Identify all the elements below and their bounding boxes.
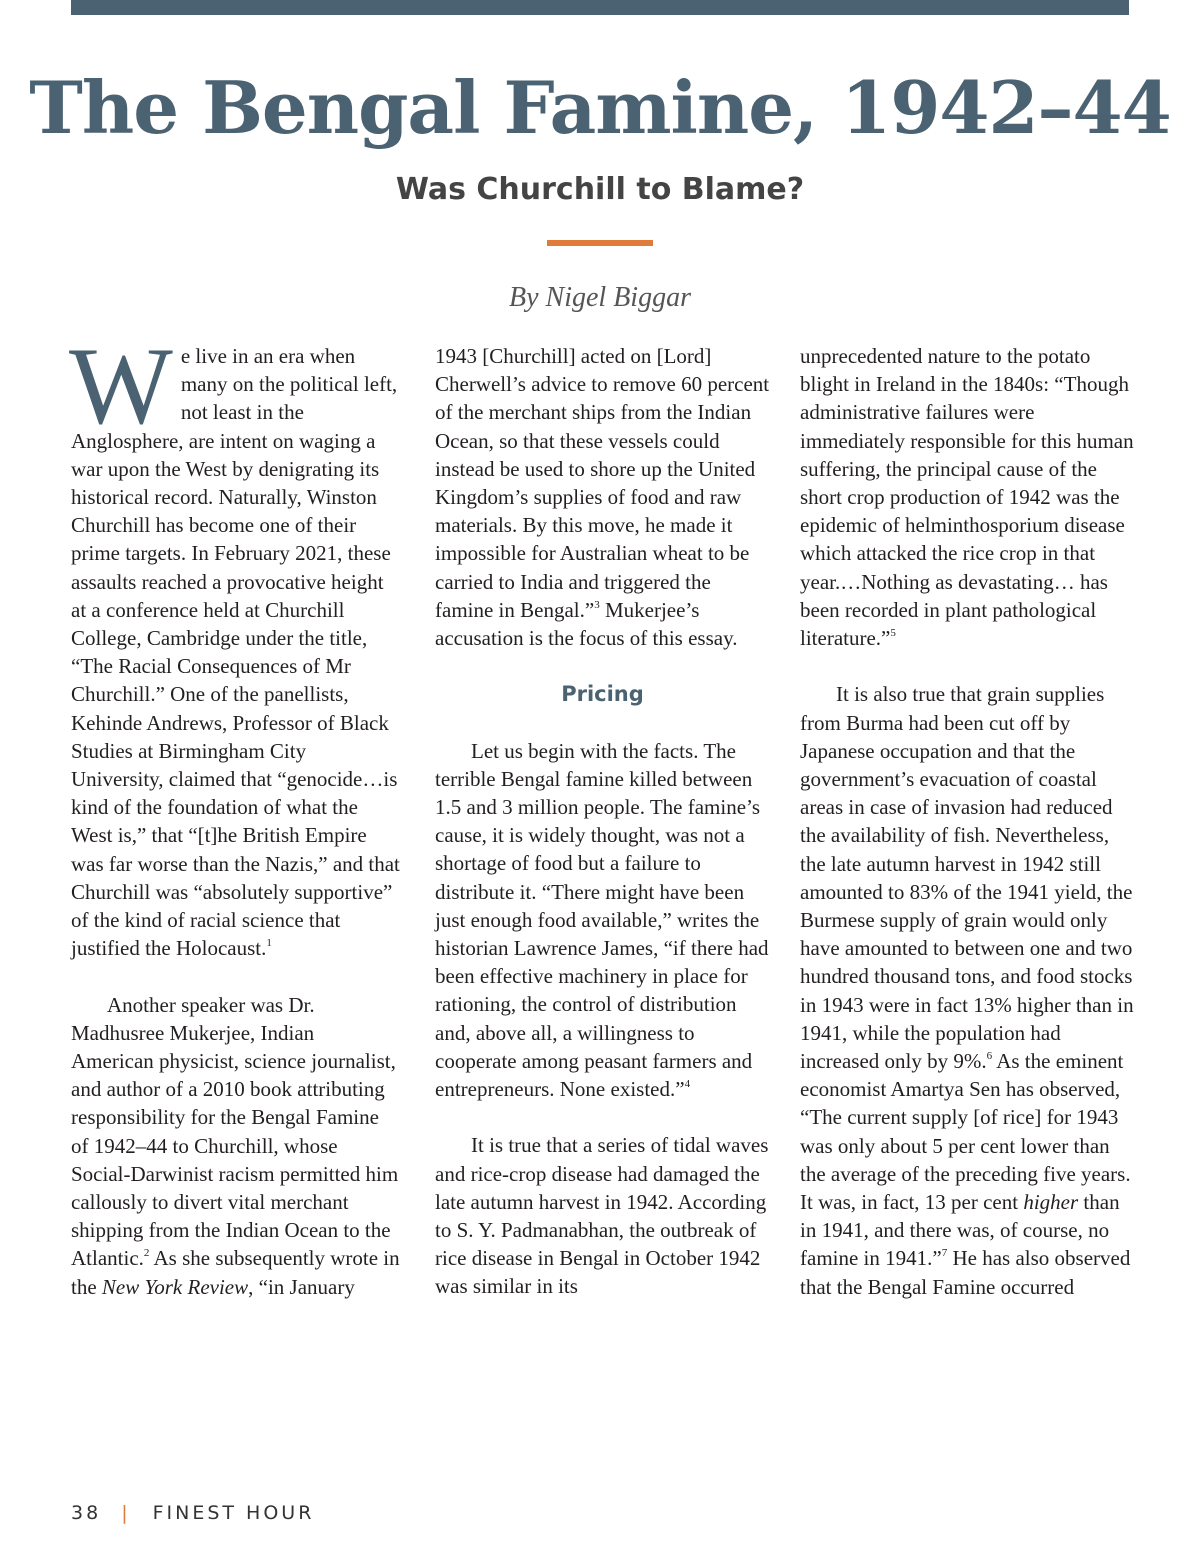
footnote-ref-4: 4 <box>684 1078 691 1091</box>
paragraph-7-text: It is also true that grain supplies from Burma had been cut off by Japanese occupation and that the government’s evacuation of coastal areas in case of invasion had reduced the availability of fish. Nevertheless, the late autumn harvest in 1942 still amounted to 83% of the 1941 yield, the Burmese supply of grain would only have amounted to between one and two hundred thousand tons, and food stocks in 1943 were in fact 13% higher than in 1941, while the population had increased only by 9%. <box>800 682 1134 1074</box>
article-subtitle: Was Churchill to Blame? <box>395 172 805 207</box>
paragraph-7-mid: than in 1941, and there was, of course, no famine in 1941.” <box>800 1190 1120 1271</box>
publication-title: FINEST HOUR <box>152 1502 315 1524</box>
paragraph-1 <box>69 325 401 962</box>
page-footer <box>71 1501 314 1525</box>
paragraph-3 <box>435 342 770 652</box>
author-byline: By Nigel Biggar <box>509 282 691 313</box>
section-heading: Pricing <box>561 682 644 707</box>
paragraph-7-tail: As the eminent economist Amartya Sen has observed, “The current supply [of rice] for 1943 was only about 5 per cent lower than the average of the preceding five years. It was, in fact, 13 per cent <box>800 1049 1131 1215</box>
footnote-ref-3: 3 <box>594 598 600 611</box>
paragraph-4-text: Let us begin with the facts. The terrible Bengal famine killed between 1.5 and 3 million people. The famine’s cause, it is widely thought, was not a shortage of food but a failure to distribute it. “There might have been just enough food available,” writes the historian Lawrence James, “if there had been effective machinery in place for rationing, the control of distribution and, above all, a willingness to cooperate among peasant farmers and entrepreneurs. None existed.” <box>435 738 769 1102</box>
text-column-2 <box>435 342 770 1301</box>
footnote-ref-2: 2 <box>143 1247 150 1260</box>
paragraph-3-tail: Mukerjee’s accusation is the focus of this essay. <box>435 597 738 651</box>
footnote-ref-6: 6 <box>986 1050 993 1063</box>
paragraph-3-text: 1943 [Churchill] acted on [Lord] Cherwell’s advice to remove 60 percent of the merchant ships from the Indian Ocean, so that these vessels could instead be used to shore up the United Kingdom’s supplies of food and raw materials. By this move, he made it impossible for Australian wheat to be carried to India and triggered the famine in Bengal.” <box>435 344 770 622</box>
footnote-ref-5: 5 <box>890 627 896 640</box>
page-number: 38 <box>71 1502 102 1524</box>
drop-cap: W <box>69 325 173 447</box>
accent-divider <box>547 240 653 246</box>
footnote-ref-1: 1 <box>266 937 272 950</box>
publication-name: New York Review <box>101 1274 249 1299</box>
paragraph-2 <box>71 991 401 1301</box>
emphasis-higher: higher <box>1023 1190 1079 1215</box>
text-column-3 <box>800 342 1136 1301</box>
paragraph-4 <box>435 737 770 1104</box>
paragraph-2-text: Another speaker was Dr. Madhusree Mukerjee, Indian American physicist, science journalist, and author of a 2010 book attributing responsibility for the Bengal Famine of 1942–44 to Churchill, whose Social-Darwinist racism permitted him callously to divert vital merchant shipping from the Indian Ocean to the Atlantic. <box>71 992 399 1271</box>
paragraph-7-end: He has also observed that the Bengal Famine occurred <box>800 1246 1131 1299</box>
footer-separator: | <box>121 1502 131 1524</box>
paragraph-5-text: It is true that a series of tidal waves and rice-crop disease had damaged the late autumn harvest in 1942. According to S. Y. Padmanabhan, the outbreak of rice disease in Bengal in October 1942 was similar in its <box>435 1133 769 1299</box>
footnote-ref-7: 7 <box>941 1247 948 1260</box>
paragraph-2-end: , “in January <box>248 1274 355 1299</box>
top-color-bar <box>71 0 1129 15</box>
paragraph-6 <box>800 342 1136 652</box>
paragraph-2-tail: As she subsequently wrote in the <box>71 1246 400 1299</box>
text-column-1 <box>69 325 401 1301</box>
paragraph-5 <box>435 1131 770 1300</box>
paragraph-6-text: unprecedented nature to the potato blight in Ireland in the 1840s: “Though administrative failures were immediately responsible for this human suffering, the principal cause of the short crop production of 1942 was the epidemic of helminthosporium disease which attacked the rice crop in that year.…Nothing as devastating… has been recorded in plant pathological literature.” <box>800 344 1134 651</box>
article-title: The Bengal Famine, 1942–44 <box>29 65 1171 150</box>
paragraph-1-text: e live in an era when many on the political left, not least in the Anglosphere, are intent on waging a war upon the West by denigrating its historical record. Naturally, Winston Churchill has become one of their prime targets. In February 2021, these assaults reached a provocative height at a conference held at Churchill College, Cambridge under the title, “The Racial Consequences of Mr Churchill.” One of the panellists, Kehinde Andrews, Professor of Black Studies at Birmingham City University, claimed that “genocide…is kind of the foundation of what the West is,” that “[t]he British Empire was far worse than the Nazis,” and that Churchill was “absolutely supportive” of the kind of racial science that justified the Holocaust. <box>71 344 400 961</box>
paragraph-7 <box>800 680 1136 1300</box>
